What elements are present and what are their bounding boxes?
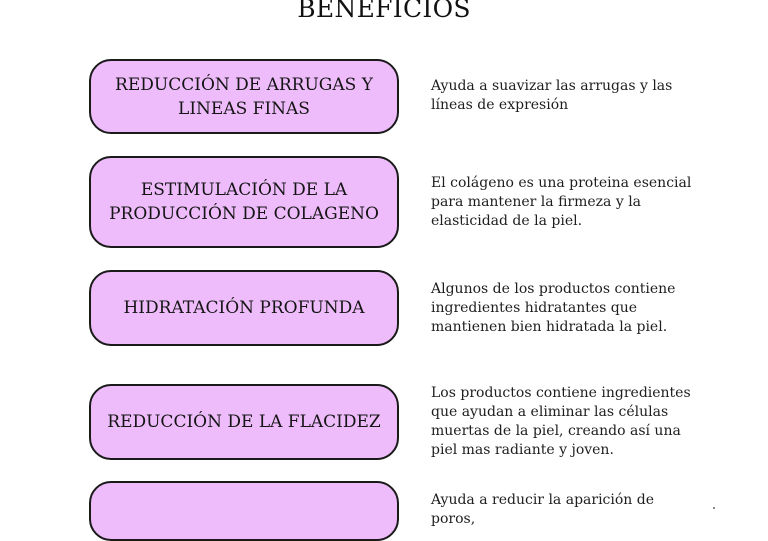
stray-dot — [713, 507, 715, 509]
benefit-description-hydration: Algunos de los productos contiene ingredientes hidratantes que mantienen bien hidratada la piel. — [431, 281, 676, 335]
benefit-description-sagging: Los productos contiene ingredientes que ayudan a eliminar las células muertas de la piel, creando así una piel mas radiante y joven. — [431, 385, 691, 458]
page-title: BENEFICIOS — [297, 0, 471, 23]
benefit-box-wrinkles: REDUCCIÓN DE ARRUGAS Y LINEAS FINAS — [89, 59, 399, 134]
benefit-box-pores — [89, 481, 399, 541]
benefit-box-sagging: REDUCCIÓN DE LA FLACIDEZ — [89, 384, 399, 460]
benefit-box-hydration: HIDRATACIÓN PROFUNDA — [89, 270, 399, 346]
benefit-description-collagen: El colágeno es una proteina esencial para mantener la firmeza y la elasticidad de la piel. — [431, 175, 692, 229]
benefit-description-wrinkles: Ayuda a suavizar las arrugas y las líneas de expresión — [431, 78, 673, 113]
benefit-box-collagen: ESTIMULACIÓN DE LA PRODUCCIÓN DE COLAGENO — [89, 156, 399, 248]
benefit-description-pores: Ayuda a reducir la aparición de poros, — [431, 492, 655, 527]
